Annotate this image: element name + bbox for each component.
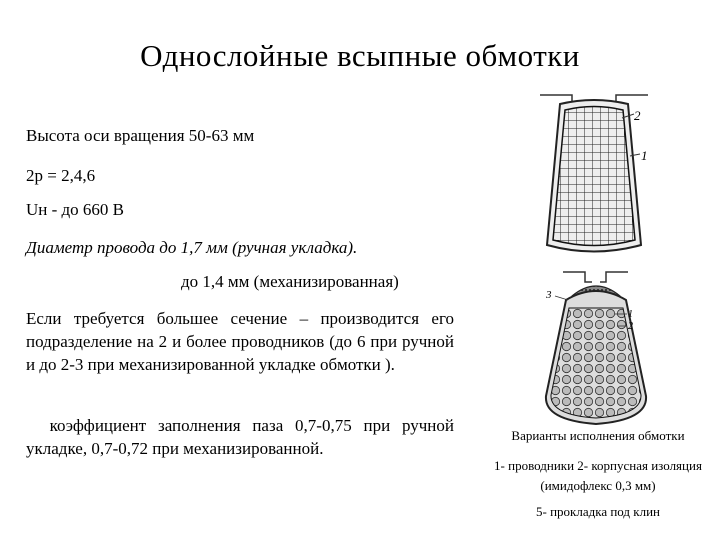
figure-caption-title: Варианты исполнения обмотки	[511, 428, 685, 443]
figure-caption-wedge: 5- прокладка под клин	[535, 504, 661, 519]
bottom-label-1: 1	[628, 309, 633, 320]
bottom-slot-diagram	[545, 272, 646, 424]
conductor-subdivision-text: Если требуется большее сечение – производится его подразделение на 2 и более проводников (до 6 при ручной и до 2-3 при механизированной укладке обмотки ).	[26, 309, 454, 374]
wire-diameter-manual: Диаметр провода до 1,7 мм (ручная укладка).	[26, 238, 358, 257]
bottom-label-3: 3	[546, 289, 552, 301]
slide-title: Однослойные всыпные обмотки	[140, 38, 580, 73]
rated-voltage: Uн - до 660 В	[26, 200, 125, 219]
wire-diameter-mechanized: до 1,4 мм (механизированная)	[181, 272, 399, 291]
figure-caption-legend: 1- проводники 2- корпусная изоляция (имидофлекс 0,3 мм)	[494, 458, 702, 493]
top-slot-diagram	[540, 95, 648, 252]
slot-fill-factor-text: коэффициент заполнения паза 0,7-0,75 при ручной укладке, 0,7-0,72 при механизированной.	[26, 416, 459, 458]
pole-count: 2р = 2,4,6	[26, 166, 96, 185]
top-label-2: 2	[634, 108, 641, 123]
top-label-1: 1	[641, 148, 648, 163]
bottom-label-2: 2	[628, 321, 633, 332]
rotation-axis-height: Высота оси вращения 50-63 мм	[26, 126, 255, 145]
